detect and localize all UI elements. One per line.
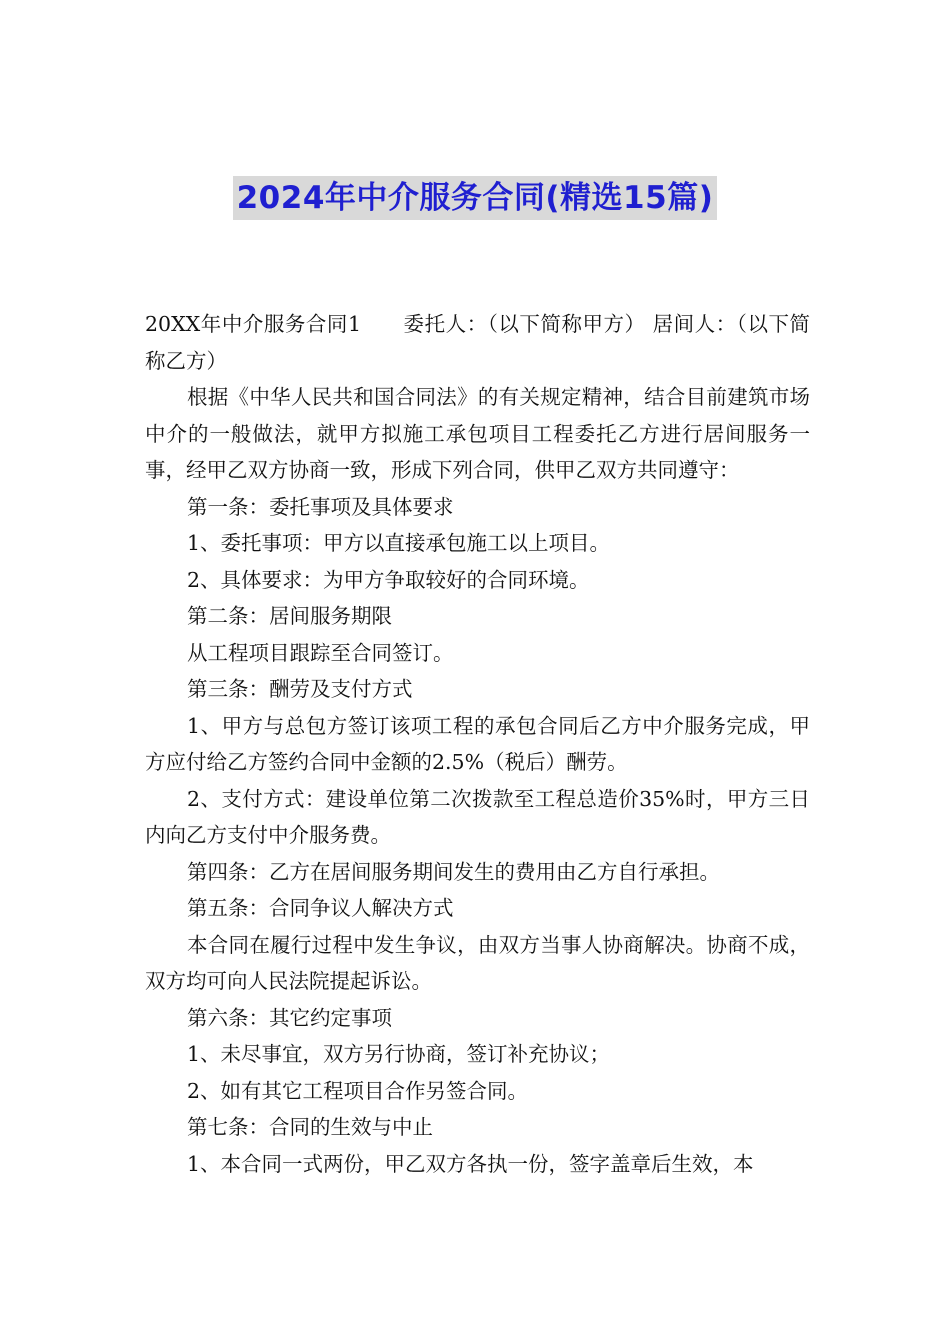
section-heading: 第一条：委托事项及具体要求 (187, 494, 454, 519)
section-heading: 第四条：乙方在居间服务期间发生的费用由乙方自行承担。 (187, 859, 720, 884)
section-heading: 第三条：酬劳及支付方式 (187, 677, 413, 701)
paragraph: 根据《中华人民共和国合同法》的有关规定精神，结合目前建筑市场中介的一般做法，就甲方拟施工承包项目工程委托乙方进行居间服务一事，经甲乙双方协商一致，形成下列合同，供甲乙双方共同遵守： (145, 385, 810, 482)
section-heading: 第五条：合同争议人解决方式 (187, 896, 454, 920)
paragraph: 1、甲方与总包方签订该项工程的承包合同后乙方中介服务完成，甲方应付给乙方签约合同中金额的2.5%（税后）酬劳。 (145, 713, 810, 774)
paragraph: 从工程项目跟踪至合同签订。 (187, 640, 454, 665)
section-heading: 第七条：合同的生效与中止 (187, 1115, 433, 1139)
paragraph: 本合同在履行过程中发生争议，由双方当事人协商解决。协商不成，双方均可向人民法院提起诉讼。 (145, 932, 810, 993)
document-body (145, 306, 810, 1182)
paragraph: 2、支付方式：建设单位第二次拨款至工程总造价35%时，甲方三日内向乙方支付中介服务费。 (145, 786, 810, 847)
paragraph: 20XX年中介服务合同1 委托人：（以下简称甲方） 居间人：（以下简称乙方） (145, 312, 810, 373)
section-heading: 第六条：其它约定事项 (187, 1005, 392, 1030)
paragraph: 1、本合同一式两份，甲乙双方各执一份，签字盖章后生效，本 (187, 1151, 754, 1176)
paragraph: 1、委托事项：甲方以直接承包施工以上项目。 (187, 531, 611, 555)
document-title: 2024年中介服务合同(精选15篇) (233, 176, 718, 220)
title-container (0, 176, 950, 220)
section-heading: 第二条：居间服务期限 (187, 604, 392, 628)
paragraph: 2、如有其它工程项目合作另签合同。 (187, 1078, 529, 1103)
paragraph: 1、未尽事宜，双方另行协商，签订补充协议； (187, 1042, 611, 1066)
paragraph: 2、具体要求：为甲方争取较好的合同环境。 (187, 567, 590, 592)
